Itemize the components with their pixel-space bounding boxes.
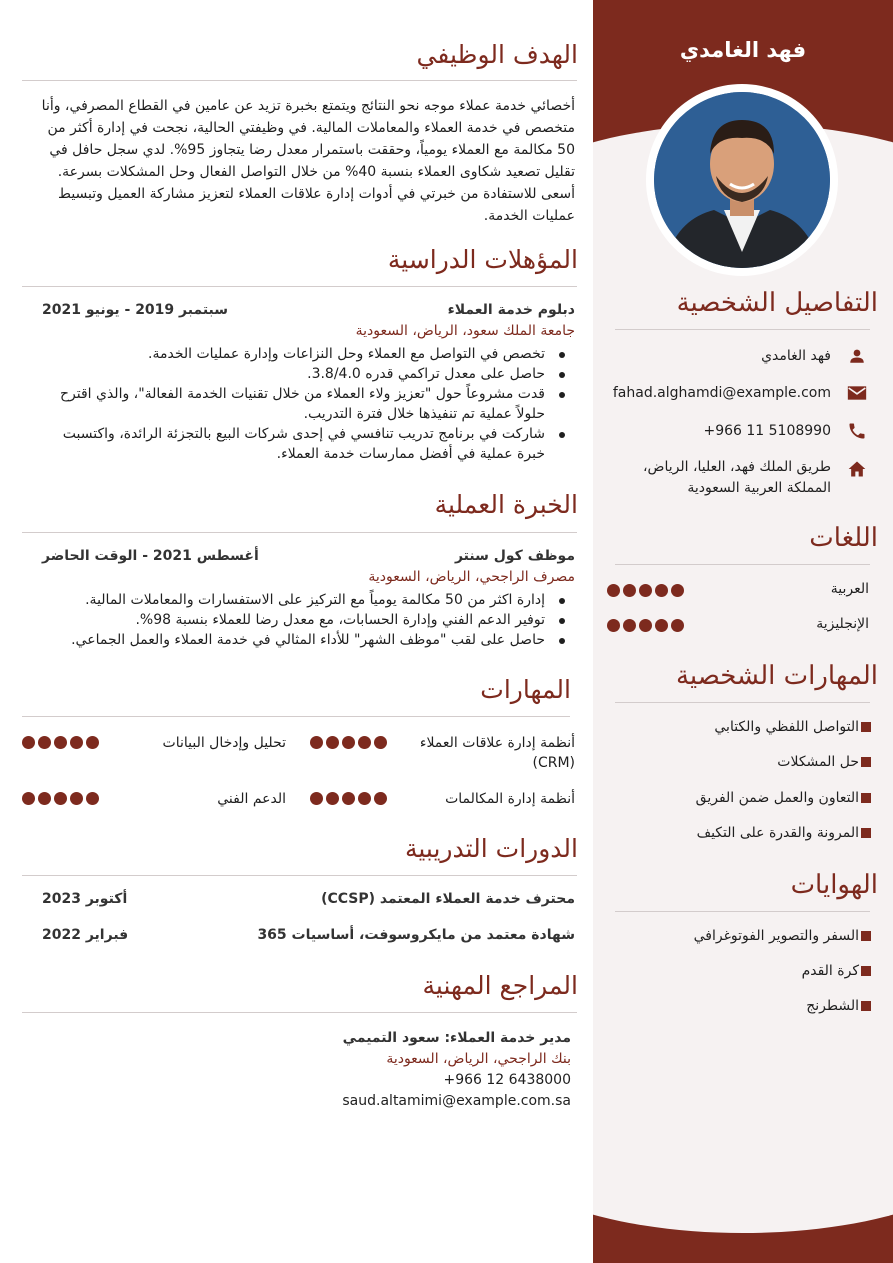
divider: [22, 286, 577, 287]
rating-dot: [86, 736, 99, 749]
divider: [615, 564, 870, 565]
rating-dot: [326, 736, 339, 749]
course-date: فبراير 2022: [42, 927, 129, 943]
contact-address: طريق الملك فهد، العليا، الرياض، المملكة العربية السعودية: [643, 459, 831, 496]
objective-text: أخصائي خدمة عملاء موجه نحو النتائج ويتمتع بخبرة تزيد عن عامين في القطاع المصرفي، وأنا متخصص في خدمة العملاء والمعاملات المالية. في وظيفتي الحالية، نجحت في إدارة أكثر من 50 مكالمة مع العملاء يومياً، وحققت باستمرار معدل رضا يتجاوز 95%. لدي سجل حافل في تقليل تصعيد شكاوى العملاء بنسبة 40% من خلال التواصل الفعال وحل المشكلات بسرعة. أسعى للاستفادة من خبرتي في أدوات إدارة علاقات العملاء لتعزيز مشاركة العميل وتبسيط عمليات الخدمة.: [41, 98, 575, 224]
rating-dot: [310, 792, 323, 805]
soft-skill-item: حل المشكلات: [777, 754, 871, 770]
experience-dates: أغسطس 2021 - الوقت الحاضر: [42, 548, 259, 564]
hobby-item: كرة القدم: [802, 963, 871, 979]
rating-dot: [342, 792, 355, 805]
degree-title: دبلوم خدمة العملاء: [447, 302, 575, 318]
rating-dot: [671, 584, 684, 597]
rating-dot: [342, 736, 355, 749]
divider: [22, 532, 577, 533]
divider: [22, 875, 577, 876]
sidebar-footer-band: [593, 1193, 893, 1263]
company: مصرف الراجحي، الرياض، السعودية: [368, 569, 575, 585]
skill-level-rating: [310, 736, 387, 749]
contact-name-row: [613, 344, 869, 368]
rating-dot: [22, 736, 35, 749]
courses-heading: الدورات التدريبية: [404, 834, 578, 863]
bullet-square-icon: [861, 1001, 871, 1011]
skill-level-rating: [22, 792, 99, 805]
sidebar: [593, 0, 893, 1263]
mail-icon: [845, 381, 869, 405]
rating-dot: [310, 736, 323, 749]
home-icon: [845, 457, 869, 481]
experience-entry-header: [20, 548, 575, 570]
divider: [22, 1012, 577, 1013]
contact-name: فهد الغامدي: [761, 347, 831, 364]
references-heading: المراجع المهنية: [422, 971, 578, 1000]
rating-dot: [374, 736, 387, 749]
rating-dot: [671, 619, 684, 632]
education-bullets: [45, 344, 545, 464]
course-date: أكتوبر 2023: [42, 891, 128, 907]
education-entry-header: [20, 302, 575, 324]
contact-phone[interactable]: +966 11 5108990: [703, 422, 831, 439]
course-name: شهادة معتمد من مايكروسوفت، أساسيات 365: [257, 927, 575, 943]
rating-dot: [86, 792, 99, 805]
languages-heading: اللغات: [809, 523, 878, 553]
rating-dot: [374, 792, 387, 805]
list-item: قدت مشروعاً حول "تعزيز ولاء العملاء من خلال تقنيات الخدمة الفعالة"، والذي اقترح حلولاً عملية تم تنفيذها خلال فترة التدريب.: [45, 384, 545, 424]
rating-dot: [655, 619, 668, 632]
divider: [22, 80, 577, 81]
rating-dot: [639, 619, 652, 632]
experience-heading: الخبرة العملية: [434, 490, 578, 519]
skill-name: أنظمة إدارة المكالمات: [445, 791, 575, 807]
rating-dot: [38, 792, 51, 805]
bullet-square-icon: [861, 793, 871, 803]
reference-org: بنك الراجحي، الرياض، السعودية: [386, 1051, 571, 1067]
reference-name: مدير خدمة العملاء: سعود التميمي: [342, 1030, 571, 1046]
course-name: محترف خدمة العملاء المعتمد (CCSP): [321, 891, 575, 907]
rating-dot: [54, 736, 67, 749]
bullet-square-icon: [861, 757, 871, 767]
rating-dot: [623, 619, 636, 632]
rating-dot: [70, 736, 83, 749]
soft-skill-item: التعاون والعمل ضمن الفريق: [696, 790, 871, 806]
skills-heading: المهارات: [480, 675, 571, 704]
language-level-rating: [607, 584, 684, 597]
profile-photo: [654, 92, 830, 268]
contact-address-row: [613, 457, 869, 499]
bullet-square-icon: [861, 828, 871, 838]
education-heading: المؤهلات الدراسية: [387, 245, 578, 274]
divider: [22, 716, 570, 717]
list-item: إدارة اكثر من 50 مكالمة يومياً مع التركيز على الاستفسارات والمعاملات المالية.: [45, 590, 545, 610]
rating-dot: [70, 792, 83, 805]
bullet-square-icon: [861, 931, 871, 941]
rating-dot: [623, 584, 636, 597]
divider: [615, 911, 870, 912]
reference-phone[interactable]: +966 12 6438000: [443, 1072, 571, 1088]
course-row: [20, 927, 575, 949]
language-item: [607, 581, 869, 601]
rating-dot: [358, 736, 371, 749]
rating-dot: [607, 584, 620, 597]
profile-photo-frame: [646, 84, 838, 276]
hobby-item: الشطرنج: [806, 998, 871, 1014]
hobby-item: السفر والتصوير الفوتوغرافي: [694, 928, 871, 944]
soft-skill-item: التواصل اللفظي والكتابي: [714, 719, 871, 735]
reference-email[interactable]: saud.altamimi@example.com.sa: [342, 1093, 571, 1109]
objective-heading: الهدف الوظيفي: [416, 40, 578, 69]
bullet-square-icon: [861, 722, 871, 732]
course-row: [20, 891, 575, 913]
contact-email[interactable]: fahad.alghamdi@example.com: [612, 384, 831, 401]
language-item: [607, 616, 869, 636]
education-dates: سبتمبر 2019 - يونيو 2021: [42, 302, 229, 318]
skill-name: أنظمة إدارة علاقات العملاء (CRM): [419, 735, 575, 771]
hobbies-heading: الهوايات: [790, 870, 878, 900]
phone-icon: [845, 419, 869, 443]
personal-details-heading: التفاصيل الشخصية: [676, 288, 878, 318]
contact-phone-row: [613, 419, 869, 443]
soft-skill-item: المرونة والقدرة على التكيف: [697, 825, 871, 841]
list-item: شاركت في برنامج تدريب تنافسي في إحدى شركات البيع بالتجزئة الرائدة، واكتسبت خبرة عملية في أفضل ممارسات خدمة العملاء.: [45, 424, 545, 464]
skill-name: الدعم الفني: [217, 791, 286, 807]
rating-dot: [54, 792, 67, 805]
contact-email-row: [613, 381, 869, 405]
rating-dot: [38, 736, 51, 749]
rating-dot: [326, 792, 339, 805]
job-title: موظف كول سنتر: [454, 548, 575, 564]
person-icon: [845, 344, 869, 368]
skill-level-rating: [310, 792, 387, 805]
list-item: توفير الدعم الفني وإدارة الحسابات، مع معدل رضا للعملاء بنسبة 98%.: [45, 610, 545, 630]
divider: [615, 702, 870, 703]
rating-dot: [607, 619, 620, 632]
rating-dot: [22, 792, 35, 805]
bullet-square-icon: [861, 966, 871, 976]
skill-name: تحليل وإدخال البيانات: [162, 735, 286, 751]
rating-dot: [358, 792, 371, 805]
list-item: حاصل على لقب "موظف الشهر" للأداء المثالي في خدمة العملاء والعمل الجماعي.: [45, 630, 545, 650]
divider: [615, 329, 870, 330]
skill-level-rating: [22, 736, 99, 749]
list-item: حاصل على معدل تراكمي قدره 3.8/4.0.: [45, 364, 545, 384]
rating-dot: [655, 584, 668, 597]
candidate-name: فهد الغامدي: [679, 38, 807, 62]
rating-dot: [639, 584, 652, 597]
language-level-rating: [607, 619, 684, 632]
institution: جامعة الملك سعود، الرياض، السعودية: [355, 323, 575, 339]
soft-skills-heading: المهارات الشخصية: [675, 661, 878, 691]
experience-bullets: [45, 590, 545, 650]
language-name: الإنجليزية: [816, 616, 869, 632]
list-item: تخصص في التواصل مع العملاء وحل النزاعات وإدارة عمليات الخدمة.: [45, 344, 545, 364]
language-name: العربية: [830, 581, 869, 597]
